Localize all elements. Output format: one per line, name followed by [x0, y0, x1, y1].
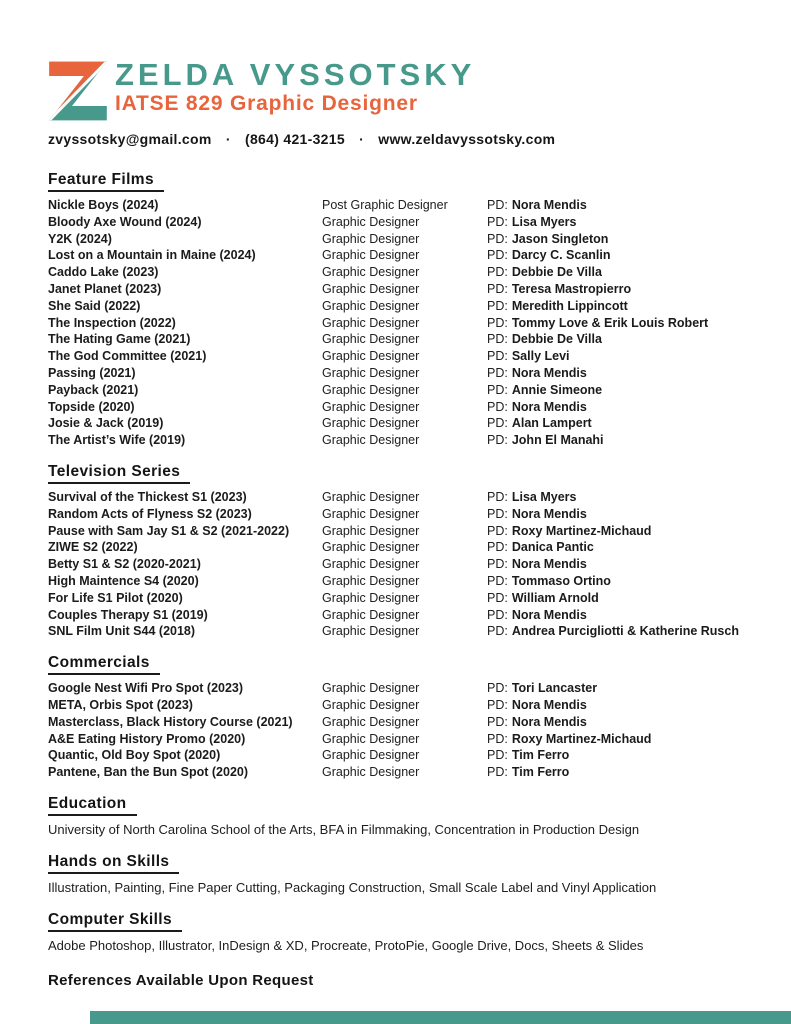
credit-title: Josie & Jack (2019): [48, 416, 164, 431]
credit-title: Passing (2021): [48, 365, 136, 380]
credit-title: The Artist’s Wife (2019): [48, 433, 186, 448]
pd-name: Tommaso Ortino: [511, 573, 611, 588]
credit-title: Couples Therapy S1 (2019): [48, 607, 208, 622]
pd-prefix-label: PD:: [487, 332, 508, 347]
pd-name: Tommy Love & Erik Louis Robert: [511, 315, 709, 330]
credit-role: Graphic Designer: [322, 281, 420, 296]
section-heading: [48, 910, 747, 932]
credit-role: Graphic Designer: [322, 349, 420, 364]
pd-name: Lisa Myers: [511, 489, 577, 504]
credit-title: Payback (2021): [48, 382, 139, 397]
credit-role: Graphic Designer: [322, 489, 420, 504]
credit-pd: [487, 573, 611, 590]
pd-prefix-label: PD:: [487, 416, 508, 431]
credit-role: Graphic Designer: [322, 248, 420, 263]
credit-row: [48, 382, 747, 399]
credit-role: Graphic Designer: [322, 607, 420, 622]
credit-row: [48, 747, 747, 764]
credit-row: [48, 539, 747, 556]
credit-title: Bloody Axe Wound (2024): [48, 214, 202, 229]
credit-title: Caddo Lake (2023): [48, 265, 159, 280]
resume-header: [48, 58, 747, 149]
credit-sections: [48, 170, 747, 781]
credit-row: [48, 264, 747, 281]
credit-title: The God Committee (2021): [48, 349, 207, 364]
pd-name: Andrea Purcigliotti & Katherine Rusch: [511, 624, 739, 639]
credit-title: Topside (2020): [48, 399, 135, 414]
credit-row: [48, 298, 747, 315]
pd-name: Nora Mendis: [511, 557, 587, 572]
credit-pd: [487, 399, 587, 416]
credit-title: Pantene, Ban the Bun Spot (2020): [48, 765, 249, 780]
credit-role: Graphic Designer: [322, 214, 420, 229]
credit-role: Graphic Designer: [322, 748, 420, 763]
credit-rows: [48, 197, 747, 449]
pd-name: Annie Simeone: [511, 382, 603, 397]
pd-prefix-label: PD:: [487, 281, 508, 296]
section-body: Adobe Photoshop, Illustrator, InDesign & XD, Procreate, ProtoPie, Google Drive, Docs, Sheets & Slides: [48, 937, 644, 953]
credit-role: Graphic Designer: [322, 624, 420, 639]
credit-pd: [487, 539, 594, 556]
pd-prefix-label: PD:: [487, 624, 508, 639]
brand-row: [48, 58, 747, 124]
pd-name: Roxy Martinez-Michaud: [511, 523, 652, 538]
section-television-series: [48, 462, 747, 640]
pd-prefix-label: PD:: [487, 365, 508, 380]
credit-row: [48, 197, 747, 214]
credit-pd: [487, 298, 628, 315]
credit-title: Survival of the Thickest S1 (2023): [48, 489, 247, 504]
credit-pd: [487, 315, 708, 332]
credit-row: [48, 607, 747, 624]
credit-role: Graphic Designer: [322, 433, 420, 448]
credit-row: [48, 590, 747, 607]
credit-title: ZIWE S2 (2022): [48, 540, 138, 555]
credit-row: [48, 731, 747, 748]
credit-row: [48, 214, 747, 231]
pd-prefix-label: PD:: [487, 765, 508, 780]
credit-role: Graphic Designer: [322, 697, 420, 712]
credit-row: [48, 415, 747, 432]
credit-pd: [487, 382, 602, 399]
credit-pd: [487, 607, 587, 624]
pd-name: John El Manahi: [511, 433, 604, 448]
pd-prefix-label: PD:: [487, 298, 508, 313]
credit-title: Betty S1 & S2 (2020-2021): [48, 557, 201, 572]
credit-title: For Life S1 Pilot (2020): [48, 590, 183, 605]
section-body: Illustration, Painting, Fine Paper Cutting, Packaging Construction, Small Scale Label and Vinyl Application: [48, 879, 657, 895]
credit-row: [48, 315, 747, 332]
pd-name: Nora Mendis: [511, 506, 587, 521]
pd-prefix-label: PD:: [487, 315, 508, 330]
pd-prefix-label: PD:: [487, 748, 508, 763]
credit-pd: [487, 731, 651, 748]
credit-title: Random Acts of Flyness S2 (2023): [48, 506, 252, 521]
credit-pd: [487, 231, 608, 248]
credit-pd: [487, 247, 611, 264]
pd-name: Debbie De Villa: [511, 332, 602, 347]
credit-rows: [48, 680, 747, 781]
z-monogram-icon: [48, 59, 108, 123]
credit-pd: [487, 680, 597, 697]
pd-name: Nora Mendis: [511, 365, 587, 380]
pd-prefix-label: PD:: [487, 265, 508, 280]
section-heading-text: Education: [48, 794, 137, 816]
credit-pd: [487, 590, 599, 607]
credit-row: [48, 523, 747, 540]
credit-role: Graphic Designer: [322, 382, 420, 397]
contact-line: [48, 130, 747, 149]
pd-name: Tim Ferro: [511, 765, 570, 780]
text-sections: [48, 794, 747, 955]
pd-name: Lisa Myers: [511, 214, 577, 229]
credit-title: SNL Film Unit S44 (2018): [48, 624, 196, 639]
credit-title: META, Orbis Spot (2023): [48, 697, 193, 712]
credit-title: Y2K (2024): [48, 231, 112, 246]
credit-title: Quantic, Old Boy Spot (2020): [48, 748, 221, 763]
section-heading-text: Commercials: [48, 653, 160, 675]
credit-title: Pause with Sam Jay S1 & S2 (2021-2022): [48, 523, 290, 538]
credit-pd: [487, 623, 739, 640]
pd-name: Sally Levi: [511, 349, 570, 364]
credit-role: Graphic Designer: [322, 765, 420, 780]
credit-row: [48, 573, 747, 590]
credit-pd: [487, 432, 604, 449]
contact-separator: ·: [225, 131, 231, 147]
credit-pd: [487, 365, 587, 382]
credit-pd: [487, 489, 576, 506]
credit-row: [48, 348, 747, 365]
credit-row: [48, 623, 747, 640]
credit-role: Graphic Designer: [322, 523, 420, 538]
section-commercials: [48, 653, 747, 781]
pd-prefix-label: PD:: [487, 231, 508, 246]
pd-prefix-label: PD:: [487, 248, 508, 263]
credit-role: Post Graphic Designer: [322, 198, 448, 212]
section-education: [48, 794, 747, 839]
section-heading: [48, 852, 747, 874]
credit-row: [48, 556, 747, 573]
credit-role: Graphic Designer: [322, 332, 420, 347]
pd-prefix-label: PD:: [487, 540, 508, 555]
pd-name: Nora Mendis: [511, 399, 587, 414]
credit-role: Graphic Designer: [322, 714, 420, 729]
credit-pd: [487, 348, 570, 365]
pd-prefix-label: PD:: [487, 607, 508, 622]
pd-prefix-label: PD:: [487, 399, 508, 414]
credit-role: Graphic Designer: [322, 298, 420, 313]
pd-prefix-label: PD:: [487, 590, 508, 605]
credit-row: [48, 506, 747, 523]
credit-role: Graphic Designer: [322, 399, 420, 414]
credit-row: [48, 714, 747, 731]
credit-pd: [487, 697, 587, 714]
credit-role: Graphic Designer: [322, 540, 420, 555]
credit-role: Graphic Designer: [322, 573, 420, 588]
pd-prefix-label: PD:: [487, 214, 508, 229]
pd-prefix-label: PD:: [487, 433, 508, 448]
credit-title: Janet Planet (2023): [48, 281, 162, 296]
pd-name: Danica Pantic: [511, 540, 594, 555]
references-note: References Available Upon Request: [48, 971, 314, 989]
section-body: University of North Carolina School of the Arts, BFA in Filmmaking, Concentration in Production Design: [48, 821, 640, 837]
credit-row: [48, 247, 747, 264]
credit-pd: [487, 747, 569, 764]
section-heading-text: Computer Skills: [48, 910, 182, 932]
credit-pd: [487, 281, 631, 298]
credit-title: Lost on a Mountain in Maine (2024): [48, 248, 256, 263]
section-hands-on-skills: [48, 852, 747, 897]
credit-role: Graphic Designer: [322, 416, 420, 431]
section-feature-films: [48, 170, 747, 449]
credit-pd: [487, 764, 569, 781]
credit-role: Graphic Designer: [322, 557, 420, 572]
credit-role: Graphic Designer: [322, 231, 420, 246]
section-heading: [48, 794, 747, 816]
contact-email[interactable]: zvyssotsky@gmail.com: [48, 131, 212, 147]
credit-pd: [487, 415, 592, 432]
pd-name: Darcy C. Scanlin: [511, 248, 611, 263]
credit-row: [48, 281, 747, 298]
credit-role: Graphic Designer: [322, 365, 420, 380]
credit-title: Google Nest Wifi Pro Spot (2023): [48, 681, 244, 696]
pd-prefix-label: PD:: [487, 523, 508, 538]
credit-role: Graphic Designer: [322, 590, 420, 605]
page-title: ZELDA VYSSOTSKY: [115, 57, 476, 92]
credit-title: The Hating Game (2021): [48, 332, 191, 347]
credit-row: [48, 489, 747, 506]
credit-pd: [487, 264, 602, 281]
credit-pd: [487, 331, 602, 348]
credit-row: [48, 365, 747, 382]
pd-prefix-label: PD:: [487, 573, 508, 588]
contact-separator: ·: [359, 131, 365, 147]
credit-role: Graphic Designer: [322, 315, 420, 330]
pd-prefix-label: PD:: [487, 697, 508, 712]
credit-title: A&E Eating History Promo (2020): [48, 731, 246, 746]
credit-role: Graphic Designer: [322, 731, 420, 746]
brand-text: [115, 58, 475, 116]
contact-phone[interactable]: (864) 421-3215: [244, 131, 345, 147]
section-heading: [48, 170, 747, 192]
credit-title: High Maintence S4 (2020): [48, 573, 199, 588]
credit-title: Masterclass, Black History Course (2021): [48, 714, 293, 729]
pd-prefix-label: PD:: [487, 382, 508, 397]
pd-name: Tori Lancaster: [511, 681, 598, 696]
pd-name: Nora Mendis: [511, 607, 587, 622]
pd-prefix-label: PD:: [487, 198, 508, 212]
section-computer-skills: [48, 910, 747, 955]
credit-title: The Inspection (2022): [48, 315, 176, 330]
pd-name: Nora Mendis: [511, 714, 587, 729]
pd-name: Nora Mendis: [511, 198, 587, 212]
pd-name: Tim Ferro: [511, 748, 570, 763]
pd-prefix-label: PD:: [487, 489, 508, 504]
section-heading: [48, 653, 747, 675]
credit-role: Graphic Designer: [322, 265, 420, 280]
credit-row: [48, 764, 747, 781]
section-heading-text: Television Series: [48, 462, 190, 484]
credit-row: [48, 680, 747, 697]
pd-name: William Arnold: [511, 590, 599, 605]
pd-prefix-label: PD:: [487, 557, 508, 572]
credit-title: She Said (2022): [48, 298, 141, 313]
credit-pd: [487, 214, 576, 231]
pd-prefix-label: PD:: [487, 349, 508, 364]
credit-row: [48, 697, 747, 714]
pd-prefix-label: PD:: [487, 681, 508, 696]
pd-prefix-label: PD:: [487, 714, 508, 729]
pd-name: Nora Mendis: [511, 697, 587, 712]
pd-name: Teresa Mastropierro: [511, 281, 632, 296]
section-heading-text: Hands on Skills: [48, 852, 179, 874]
credit-row: [48, 399, 747, 416]
credit-role: Graphic Designer: [322, 681, 420, 696]
credit-title: Nickle Boys (2024): [48, 198, 159, 212]
footer-accent-bar: [90, 1011, 791, 1024]
pd-name: Roxy Martinez-Michaud: [511, 731, 652, 746]
credit-role: Graphic Designer: [322, 506, 420, 521]
section-heading: [48, 462, 747, 484]
credit-pd: [487, 506, 587, 523]
credit-pd: [487, 714, 587, 731]
section-heading-text: Feature Films: [48, 170, 164, 192]
credit-rows: [48, 489, 747, 640]
pd-prefix-label: PD:: [487, 731, 508, 746]
credit-pd: [487, 197, 587, 214]
credit-row: [48, 432, 747, 449]
subtitle: IATSE 829 Graphic Designer: [115, 92, 418, 115]
credit-row: [48, 331, 747, 348]
contact-website[interactable]: www.zeldavyssotsky.com: [378, 131, 556, 147]
pd-name: Meredith Lippincott: [511, 298, 628, 313]
pd-name: Debbie De Villa: [511, 265, 602, 280]
credit-pd: [487, 523, 651, 540]
pd-prefix-label: PD:: [487, 506, 508, 521]
pd-name: Alan Lampert: [511, 416, 592, 431]
pd-name: Jason Singleton: [511, 231, 609, 246]
credit-pd: [487, 556, 587, 573]
credit-row: [48, 231, 747, 248]
